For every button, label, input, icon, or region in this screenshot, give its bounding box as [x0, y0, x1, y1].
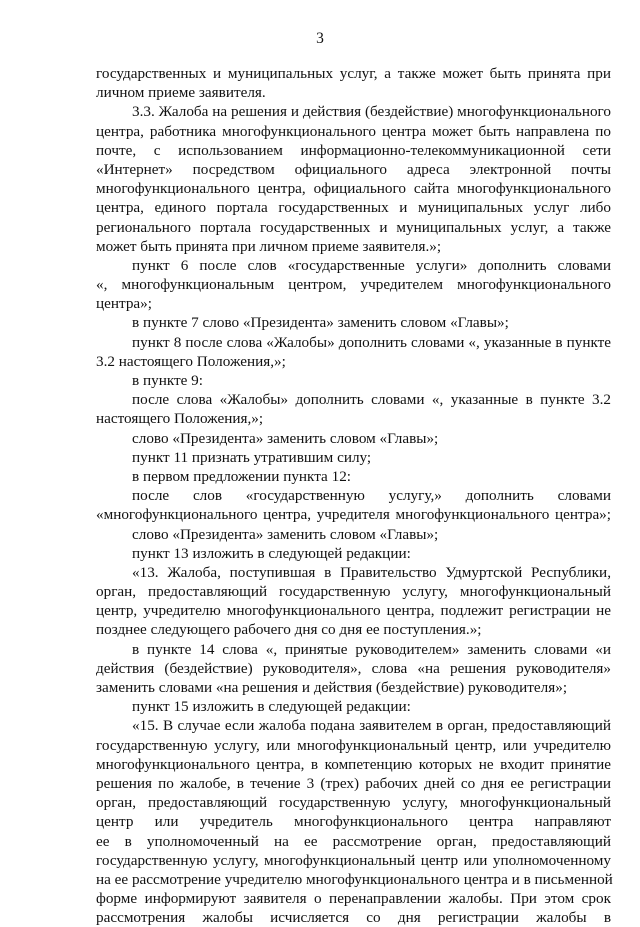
text-line: «13. Жалоба, поступившая в Правительство Удмуртской Республики,	[132, 563, 611, 581]
text-line: пункт 13 изложить в следующей редакции:	[132, 544, 411, 562]
text-line: орган, предоставляющий государственную услугу, многофункциональный	[96, 583, 611, 601]
text-line: «многофункционального центра, учредителя многофункционального центра»;	[96, 506, 611, 524]
text-line: государственную услугу, или многофункциональный центр, или учредителю	[96, 736, 611, 754]
text-line: центра, работника многофункционального центра может быть направлена по	[96, 122, 611, 140]
text-line: настоящего Положения,»;	[96, 410, 264, 428]
text-line: после слов «государственную услугу,» дополнить словами	[132, 487, 611, 505]
text-line: может быть принята при личном приеме заявителя.»;	[96, 237, 442, 255]
text-line: действия (бездействие) руководителя», слова «на решения руководителя»	[96, 659, 611, 677]
text-line: государственных и муниципальных услуг, а также может быть принята при	[96, 65, 611, 82]
text-line: многофункционального центра, официального сайта многофункционального	[96, 180, 611, 198]
text-line: центр, учредителю многофункционального центра, подлежит регистрации не	[96, 602, 611, 620]
text-line: ее в уполномоченный на ее рассмотрение орган, предоставляющий	[96, 832, 611, 850]
text-line: в пункте 14 слова «, принятые руководителем» заменить словами «и	[132, 640, 611, 658]
text-line: в пункте 9:	[132, 372, 203, 389]
text-line: пункт 15 изложить в следующей редакции:	[132, 698, 411, 716]
text-line: «, многофункциональным центром, учредителем многофункционального	[96, 276, 611, 294]
text-line: орган, предоставляющий государственную услугу, многофункциональный	[96, 794, 611, 812]
text-line: пункт 6 после слов «государственные услуги» дополнить словами	[132, 256, 611, 274]
text-line: рассмотрения жалобы исчисляется со дня регистрации жалобы в	[96, 909, 611, 927]
text-line: регионального портала государственных и муниципальных услуг, а также	[96, 218, 611, 236]
text-line: в пункте 7 слово «Президента» заменить словом «Главы»;	[132, 314, 509, 332]
text-line: позднее следующего рабочего дня со дня ее поступления.»;	[96, 621, 482, 639]
text-line: центра»;	[96, 295, 152, 313]
text-line: решения по жалобе, в течение 3 (трех) рабочих дней со дня ее регистрации	[96, 774, 611, 792]
text-line: личном приеме заявителя.	[96, 84, 266, 102]
text-line: центра, единого портала государственных и муниципальных услуг либо	[96, 199, 611, 217]
text-line: в первом предложении пункта 12:	[132, 467, 352, 485]
text-line: на ее рассмотрение учредителю многофункционального центра и в письменной	[96, 870, 613, 888]
text-line: форме информируют заявителя о перенаправлении жалобы. При этом срок	[96, 890, 611, 908]
text-line: после слова «Жалобы» дополнить словами «, указанные в пункте 3.2	[132, 391, 611, 409]
text-line: слово «Президента» заменить словом «Главы»;	[132, 525, 439, 543]
text-line: 3.2 настоящего Положения,»;	[96, 352, 286, 370]
text-line: пункт 11 признать утратившим силу;	[132, 448, 372, 466]
text-line: многофункционального центра, в компетенцию которых не входит принятие	[96, 755, 611, 773]
text-line: государственную услугу, многофункциональный центр или уполномоченному	[96, 851, 611, 869]
page-number: 3	[316, 30, 324, 47]
text-line: 3.3. Жалоба на решения и действия (бездействие) многофункционального	[132, 103, 611, 121]
text-line: «Интернет» посредством официального адреса электронной почты	[96, 160, 611, 178]
text-line: «15. В случае если жалоба подана заявителем в орган, предоставляющий	[132, 717, 611, 735]
document-body	[96, 64, 611, 927]
text-line: центр или учредитель многофункционального центра направляют	[96, 813, 611, 831]
text-line: заменить словами «на решения и действия (бездействие) руководителя»;	[96, 679, 568, 696]
text-line: пункт 8 после слова «Жалобы» дополнить словами «, указанные в пункте	[132, 333, 611, 351]
text-line: почте, с использованием информационно-телекоммуникационной сети	[96, 141, 611, 159]
text-line: слово «Президента» заменить словом «Главы»;	[132, 429, 439, 447]
